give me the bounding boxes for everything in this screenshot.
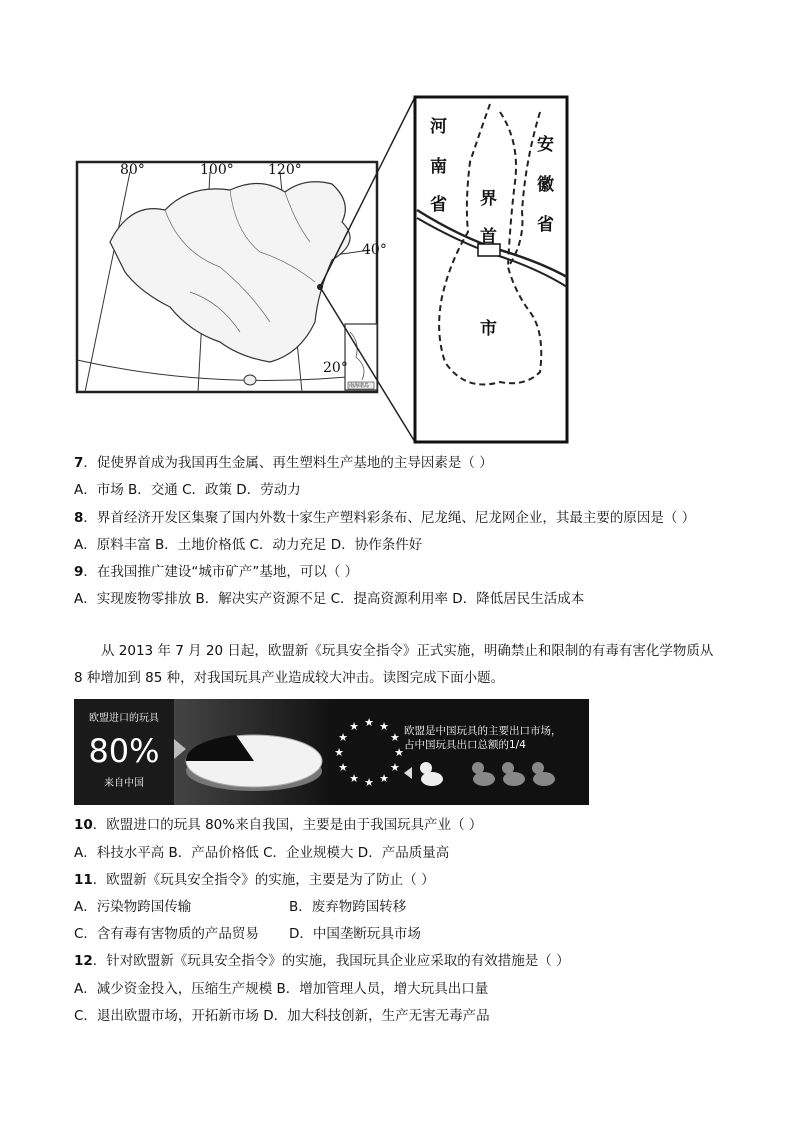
eu-star-icon: ★	[364, 716, 374, 729]
banner-note-2: 占中国玩具出口总额的1/4	[404, 739, 526, 751]
question-11-option-c: C．含有毒有害物质的产品贸易	[74, 926, 259, 942]
question-9	[74, 563, 358, 581]
eu-star-icon: ★	[379, 771, 389, 785]
duck-icon	[532, 762, 555, 786]
city-label-jieshou: 界	[480, 189, 497, 209]
question-stem: ．欧盟新《玩具安全指令》的实施，主要是为了防止（ ）	[92, 872, 435, 888]
duck-icon	[502, 762, 525, 786]
banner-percent: 80%	[88, 732, 160, 770]
question-12	[74, 952, 570, 970]
duck-icons	[404, 755, 584, 791]
city-label-jieshou: 首	[480, 227, 497, 247]
province-label-henan: 南	[430, 157, 447, 177]
reading-passage: 从 2013 年 7 月 20 日起，欧盟新《玩具安全指令》正式实施，明确禁止和限制的有毒有害化学物质从 8 种增加到 85 种，对我国玩具产业造成较大冲击。读图完成下面小题。	[74, 643, 714, 686]
toy-export-banner	[74, 699, 589, 805]
duck-icon	[472, 762, 495, 786]
question-stem: ．在我国推广建设“城市矿产”基地，可以（ ）	[83, 564, 359, 580]
longitude-label: 120°	[268, 162, 302, 178]
eu-star-icon: ★	[364, 776, 374, 789]
question-number: 10	[74, 817, 93, 833]
question-number: 7	[74, 455, 84, 471]
question-8-options: A．原料丰富 B．土地价格低 C．动力充足 D．协作条件好	[74, 537, 423, 553]
banner-line2: 来自中国	[104, 778, 144, 789]
eu-star-icon: ★	[349, 720, 359, 734]
banner-line1: 欧盟进口的玩具	[89, 713, 159, 724]
eu-star-icon: ★	[394, 746, 404, 759]
province-label-anhui: 徽	[537, 175, 554, 195]
question-11-option-d: D．中国垄断玩具市场	[289, 926, 421, 942]
question-11	[74, 871, 435, 889]
question-7	[74, 454, 493, 472]
eu-star-icon: ★	[338, 761, 348, 774]
eu-star-icon: ★	[379, 720, 389, 734]
question-stem: ．促使界首成为我国再生金属、再生塑料生产基地的主导因素是（ ）	[83, 455, 493, 471]
latitude-label: 20°	[323, 360, 348, 376]
eu-star-icon: ★	[334, 746, 344, 759]
longitude-label: 80°	[120, 162, 145, 178]
eu-stars-emblem	[334, 709, 404, 795]
eu-star-icon: ★	[338, 731, 348, 744]
question-12-options-ab: A．减少资金投入，压缩生产规模 B．增加管理人员，增大玩具出口量	[74, 981, 489, 997]
eu-star-icon: ★	[390, 761, 400, 774]
province-label-anhui: 省	[537, 215, 554, 235]
question-stem: ．界首经济开发区集聚了国内外数十家生产塑料彩条布、尼龙绳、尼龙网企业，其最主要的原因是（ ）	[83, 510, 696, 526]
question-10-options: A．科技水平高 B．产品价格低 C．企业规模大 D．产品质量高	[74, 845, 450, 861]
question-11-option-b: B．废弃物跨国转移	[289, 899, 407, 915]
question-number: 9	[74, 564, 84, 580]
province-label-henan: 省	[430, 195, 447, 215]
question-11-option-a: A．污染物跨国传输	[74, 899, 192, 915]
question-number: 8	[74, 510, 84, 526]
question-number: 12	[74, 953, 93, 969]
longitude-label: 100°	[200, 162, 234, 178]
question-10	[74, 816, 482, 834]
eu-star-icon: ★	[349, 771, 359, 785]
south-sea-label: 南海诸岛	[349, 383, 370, 389]
question-7-options: A．市场 B．交通 C．政策 D．劳动力	[74, 482, 301, 498]
banner-pie-chart	[174, 699, 334, 805]
banner-note-1: 欧盟是中国玩具的主要出口市场，	[404, 725, 562, 737]
question-9-options: A．实现废物零排放 B．解决实产资源不足 C．提高资源利用率 D．降低居民生活成本	[74, 591, 585, 607]
duck-icon	[420, 762, 443, 786]
banner-left-panel	[74, 699, 174, 805]
question-number: 11	[74, 872, 93, 888]
eu-star-icon: ★	[390, 731, 400, 744]
china-map-figure	[70, 92, 590, 444]
latitude-label: 40°	[362, 242, 387, 258]
question-stem: ．欧盟进口的玩具 80%来自我国，主要是由于我国玩具产业（ ）	[92, 817, 483, 833]
province-label-henan: 河	[430, 117, 447, 137]
question-8	[74, 509, 695, 527]
city-label-jieshou: 市	[480, 319, 497, 339]
question-stem: ．针对欧盟新《玩具安全指令》的实施，我国玩具企业应采取的有效措施是（ ）	[92, 953, 570, 969]
province-label-anhui: 安	[537, 135, 554, 155]
question-12-options-cd: C．退出欧盟市场，开拓新市场 D．加大科技创新，生产无害无毒产品	[74, 1008, 490, 1024]
